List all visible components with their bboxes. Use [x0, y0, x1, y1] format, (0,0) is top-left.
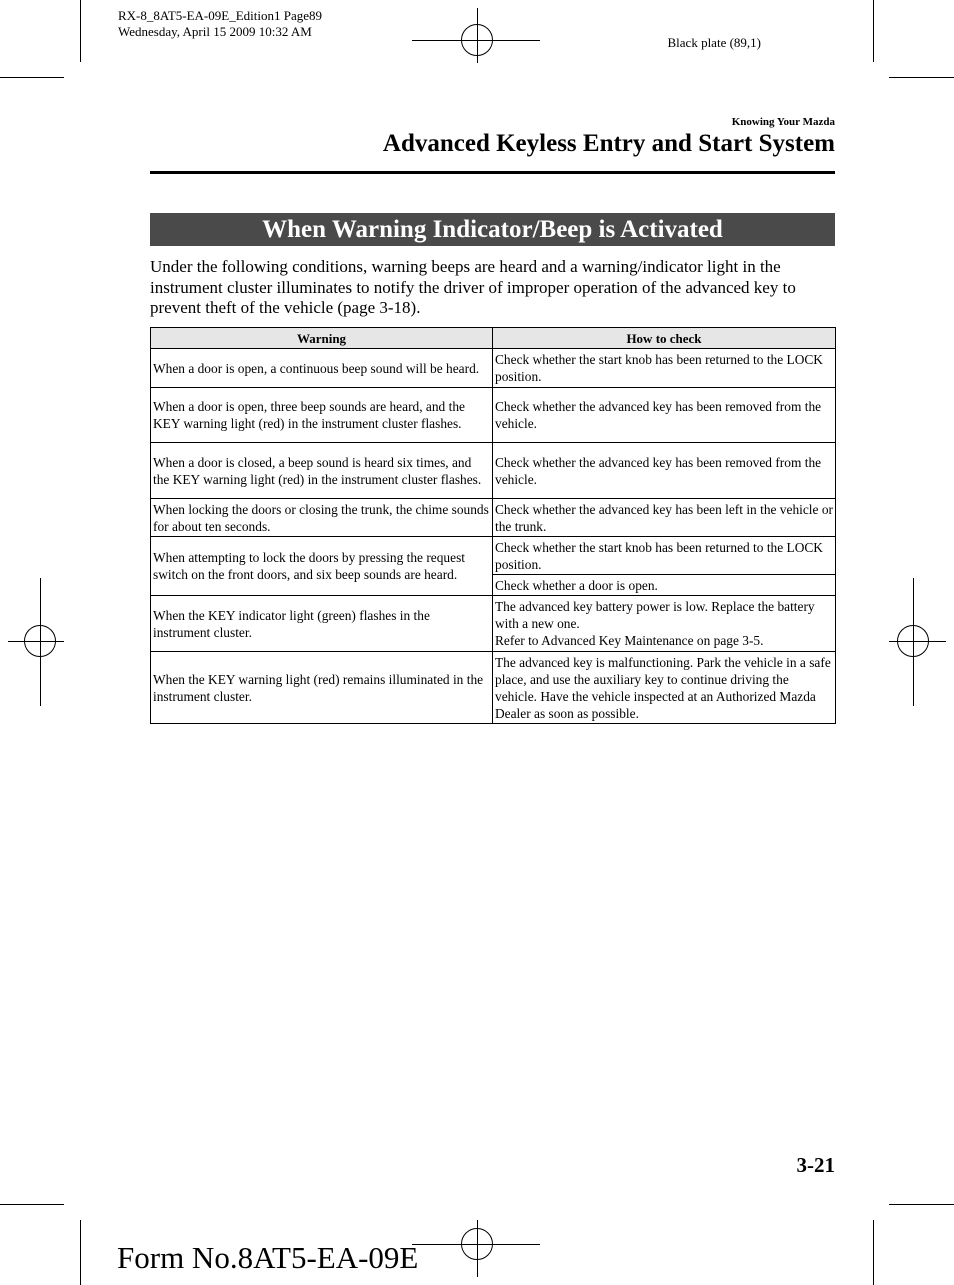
table-row	[151, 388, 836, 443]
check-cell: Check whether the advanced key has been removed from the vehicle.	[493, 388, 836, 443]
form-number: Form No.8AT5-EA-09E	[117, 1240, 419, 1275]
check-cell: Check whether the advanced key has been left in the vehicle or the trunk.	[493, 499, 836, 537]
print-slug	[118, 8, 322, 40]
table-row	[151, 349, 836, 388]
plate-label: Black plate (89,1)	[667, 35, 761, 50]
warning-cell: When a door is closed, a beep sound is heard six times, and the KEY warning light (red) in the instrument cluster flashes.	[151, 443, 493, 499]
warning-cell: When the KEY indicator light (green) flashes in the instrument cluster.	[151, 596, 493, 652]
check-cell: Check whether a door is open.	[493, 575, 836, 596]
check-cell	[493, 596, 836, 652]
check-cell: The advanced key is malfunctioning. Park the vehicle in a safe place, and use the auxiliary key to continue driving the vehicle. Have the vehicle inspected at an Authorized Mazda Dealer as soon as possible.	[493, 652, 836, 724]
warning-cell: When locking the doors or closing the trunk, the chime sounds for about ten seconds.	[151, 499, 493, 537]
section-label: Knowing Your Mazda	[731, 116, 835, 128]
table-row	[151, 537, 836, 575]
slug-line-2: Wednesday, April 15 2009 10:32 AM	[118, 24, 312, 39]
slug-line-1: RX-8_8AT5-EA-09E_Edition1 Page89	[118, 8, 323, 23]
intro-paragraph: Under the following conditions, warning beeps are heard and a warning/indicator light in the instrument cluster illuminates to notify the driver of improper operation of the advanced key to prevent theft of the vehicle (page 3-18).	[150, 257, 796, 317]
chapter-title: Advanced Keyless Entry and Start System	[382, 130, 835, 157]
section-banner: When Warning Indicator/Beep is Activated	[150, 213, 835, 246]
check-line: The advanced key battery power is low. Replace the battery with a new one.	[495, 599, 815, 631]
check-cell: Check whether the advanced key has been removed from the vehicle.	[493, 443, 836, 499]
check-cell: Check whether the start knob has been returned to the LOCK position.	[493, 537, 836, 575]
table-header-row	[151, 328, 836, 349]
warning-cell: When a door is open, three beep sounds are heard, and the KEY warning light (red) in the instrument cluster flashes.	[151, 388, 493, 443]
warning-cell: When a door is open, a continuous beep sound will be heard.	[151, 349, 493, 388]
warning-table	[150, 327, 836, 724]
table-row	[151, 443, 836, 499]
warning-cell: When the KEY warning light (red) remains illuminated in the instrument cluster.	[151, 652, 493, 724]
check-line: Refer to Advanced Key Maintenance on page 3-5.	[495, 633, 764, 648]
table-row	[151, 499, 836, 537]
header-rule	[150, 171, 835, 174]
table-row	[151, 596, 836, 652]
header-how-to-check: How to check	[493, 328, 836, 349]
table-row	[151, 652, 836, 724]
check-cell: Check whether the start knob has been returned to the LOCK position.	[493, 349, 836, 388]
warning-cell: When attempting to lock the doors by pressing the request switch on the front doors, and six beep sounds are heard.	[151, 537, 493, 596]
header-warning: Warning	[151, 328, 493, 349]
page-number: 3-21	[796, 1153, 835, 1177]
